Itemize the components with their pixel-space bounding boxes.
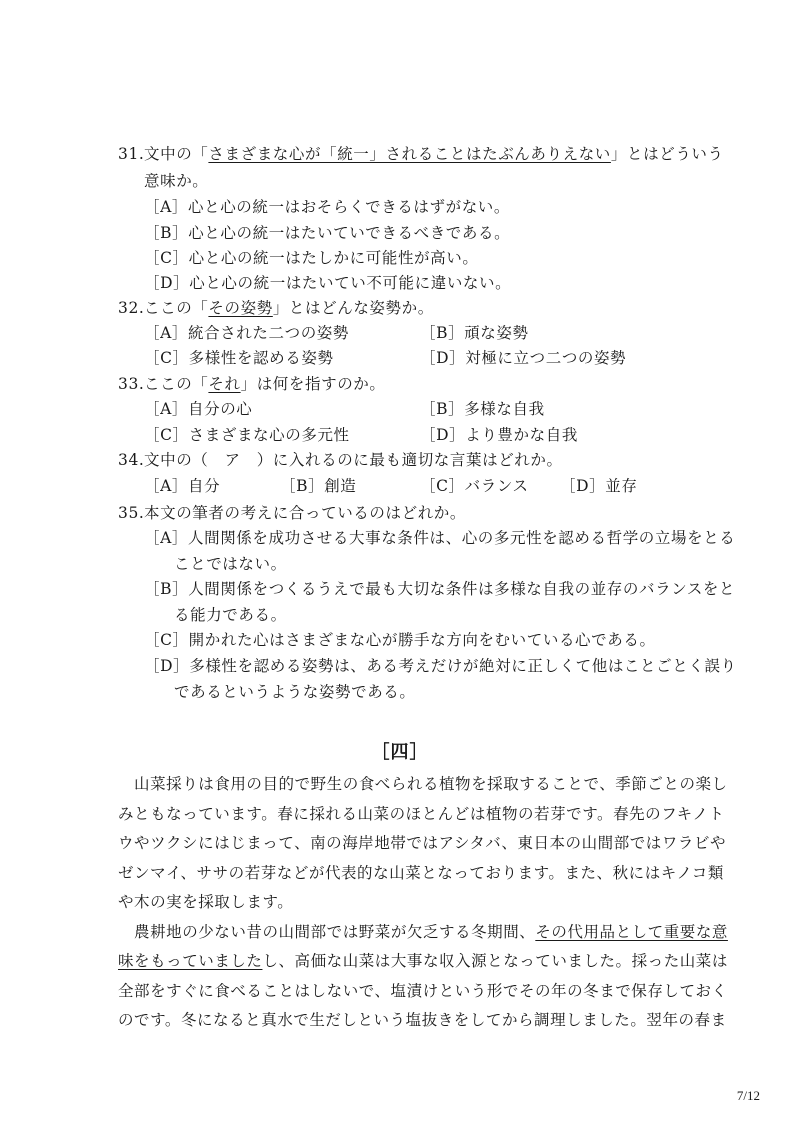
question-number: 31.: [118, 145, 145, 163]
option-34-a: ［A］自分: [144, 477, 221, 495]
underlined-phrase: 味をもっていました: [118, 952, 263, 970]
option-32-a: ［A］統合された二つの姿勢: [144, 324, 349, 342]
question-number: 32.: [118, 299, 145, 317]
option-35-d: ［D］多様性を認める姿勢は、ある考えだけが絶対に正しくて他はことごとく誤り: [144, 657, 737, 675]
passage-line: [118, 918, 728, 948]
passage: [118, 770, 728, 1036]
underlined-phrase: その代用品として重要な意: [535, 922, 728, 941]
option-34-d: ［D］並存: [560, 477, 638, 495]
question-text-pre: 文中の「: [144, 145, 209, 163]
option-33-d: ［D］より豊かな自我: [420, 426, 578, 444]
passage-line: みともなっています。春に採れる山菜のほとんどは植物の若芽です。春先のフキノト: [118, 804, 725, 823]
underlined-phrase: さまざまな心が「統一」されることはたぶんありえない: [208, 145, 611, 163]
section-title: ［四］: [371, 742, 429, 763]
passage-line: [118, 947, 728, 977]
question-text-pre: ここの「: [144, 375, 209, 393]
option-32-c: ［C］多様性を認める姿勢: [144, 349, 334, 367]
underlined-phrase: それ: [208, 375, 241, 393]
option-33-c: ［C］さまざまな心の多元性: [144, 426, 350, 444]
question-text: 本文の筆者の考えに合っているのはどれか。: [144, 504, 467, 522]
question-35: [118, 502, 466, 524]
passage-line: 全部をすぐに食べることはしないで、塩漬けという形でその年の冬まで保存しておく: [118, 981, 728, 1000]
question-text-pre: ここの「: [144, 299, 209, 317]
question-33: [118, 373, 386, 395]
question-text: 文中の（ ア ）に入れるのに最も適切な言葉はどれか。: [144, 451, 563, 469]
question-34: [118, 449, 563, 471]
passage-line: ウやツクシにはじまって、南の海岸地帯ではアシタバ、東日本の山間部ではワラビや: [118, 834, 727, 852]
option-31-d: ［D］心と心の統一はたいてい不可能に違いない。: [144, 274, 512, 292]
option-35-c: ［C］開かれた心はさまざまな心が勝手な方向をむいている心である。: [144, 631, 656, 649]
question-text-post: 」は何を指すのか。: [240, 375, 386, 393]
option-31-b: ［B］心と心の統一はたいていできるべきである。: [144, 224, 511, 242]
option-35-b-cont: る能力である。: [174, 606, 287, 624]
question-31-cont: 意味か。: [144, 172, 209, 190]
passage-line: のです。冬になると真水で生だしという塩抜きをしてから調理しました。翌年の春ま: [118, 1011, 727, 1029]
underlined-phrase: その姿勢: [208, 299, 273, 317]
passage-text: し、高価な山菜は大事な収入源となっていました。採った山菜は: [262, 952, 728, 970]
page-number: 7/12: [736, 1088, 760, 1103]
option-31-a: ［A］心と心の統一はおそらくできるはずがない。: [144, 198, 510, 216]
option-35-a: ［A］人間関係を成功させる大事な条件は、心の多元性を認める哲学の立場をとる: [144, 529, 736, 547]
passage-line: ゼンマイ、ササの若芽などが代表的な山菜となっております。また、秋にはキノコ類: [118, 863, 724, 882]
question-31: [118, 143, 724, 165]
option-34-c: ［C］バランス: [420, 477, 529, 495]
passage-line: や木の実を採取します。: [118, 893, 294, 911]
option-31-c: ［C］心と心の統一はたしかに可能性が高い。: [144, 249, 479, 267]
option-32-b: ［B］頑な姿勢: [420, 324, 529, 342]
question-number: 33.: [118, 375, 145, 393]
question-number: 34.: [118, 451, 145, 469]
question-32: [118, 297, 434, 319]
passage-line: 山菜採りは食用の目的で野生の食べられる植物を採取することで、季節ごとの楽し: [118, 775, 728, 793]
option-34-b: ［B］創造: [280, 477, 357, 495]
passage-text: 農耕地の少ない昔の山間部では野菜が欠乏する冬期間、: [118, 922, 536, 941]
option-35-b: ［B］人間関係をつくるうえで最も大切な条件は多様な自我の並存のバランスをと: [144, 580, 736, 598]
option-33-b: ［B］多様な自我: [420, 400, 545, 418]
question-number: 35.: [118, 504, 145, 522]
option-35-a-cont: ことではない。: [174, 555, 287, 573]
question-text-post: 」とはどういう: [610, 145, 724, 163]
option-35-d-cont: であるというような姿勢である。: [174, 683, 416, 701]
option-32-d: ［D］対極に立つ二つの姿勢: [420, 349, 627, 367]
question-text-post: 」とはどんな姿勢か。: [272, 299, 434, 317]
option-33-a: ［A］自分の心: [144, 400, 253, 418]
